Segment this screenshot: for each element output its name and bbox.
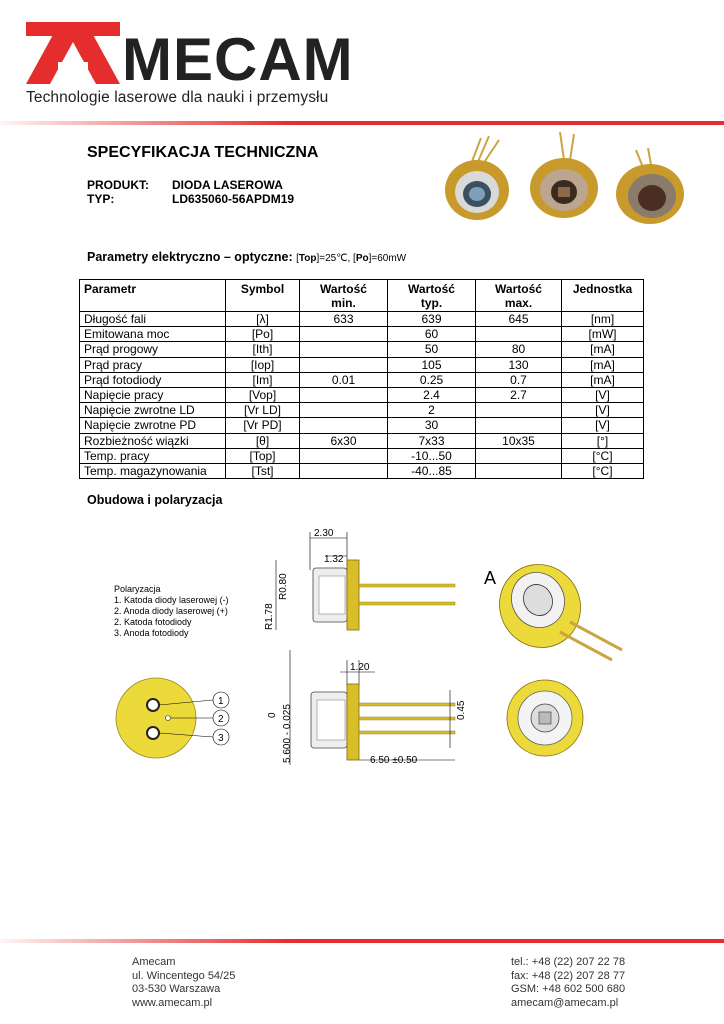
header-divider (0, 121, 724, 125)
dim-120: 1.20 (350, 662, 370, 673)
table-cell: 50 (388, 342, 476, 357)
table-cell (476, 463, 562, 478)
dim-230: 2.30 (314, 528, 334, 539)
table-row (80, 327, 644, 342)
table-cell: Temp. pracy (80, 448, 226, 463)
front-view (507, 680, 583, 756)
table-cell (300, 463, 388, 478)
laser-photo-3 (612, 148, 692, 228)
table-cell: [Top] (226, 448, 300, 463)
table-header: Wartość max. (476, 280, 562, 312)
table-cell: 60 (388, 327, 476, 342)
housing-drawing (100, 520, 640, 790)
table-cell (476, 448, 562, 463)
table-cell: Prąd fotodiody (80, 372, 226, 387)
table-cell: Prąd pracy (80, 357, 226, 372)
cond-top-value: =25℃, (319, 253, 351, 264)
pin-3-label: 3 (218, 733, 224, 744)
table-cell (476, 418, 562, 433)
table-row (80, 418, 644, 433)
table-cell: 0.01 (300, 372, 388, 387)
table-cell: Prąd progowy (80, 342, 226, 357)
dim-132: 1.32 (324, 554, 344, 565)
footer-street: ul. Wincentego 54/25 (132, 969, 236, 982)
table-header: Wartość min. (300, 280, 388, 312)
table-cell (300, 448, 388, 463)
spec-table-body (80, 312, 644, 479)
table-cell: [Tst] (226, 463, 300, 478)
table-cell: 30 (388, 418, 476, 433)
pin-1-label: 1 (218, 696, 224, 707)
table-row (80, 433, 644, 448)
laser-photo-2 (522, 130, 607, 220)
table-cell: [V] (562, 418, 644, 433)
table-cell: [Vop] (226, 387, 300, 402)
table-row (80, 463, 644, 478)
footer-address (132, 956, 235, 1010)
footer-email[interactable]: amecam@amecam.pl (511, 996, 619, 1009)
table-cell: 80 (476, 342, 562, 357)
logo-tagline: Technologie laserowe dla nauki i przemysłu (26, 89, 329, 106)
spec-table (79, 279, 644, 479)
table-cell: 105 (388, 357, 476, 372)
table-cell: 130 (476, 357, 562, 372)
table-cell: 645 (476, 312, 562, 327)
table-cell: 7x33 (388, 433, 476, 448)
table-row (80, 403, 644, 418)
dim-5600: 5.600 - 0.025 (282, 704, 293, 763)
table-cell: Rozbieżność wiązki (80, 433, 226, 448)
table-cell: Temp. magazynowania (80, 463, 226, 478)
table-row (80, 312, 644, 327)
params-heading-text: Parametry elektryczno – optyczne: (87, 250, 293, 264)
table-cell: Napięcie zwrotne PD (80, 418, 226, 433)
table-cell: [Iop] (226, 357, 300, 372)
table-cell: 6x30 (300, 433, 388, 448)
table-cell: Napięcie zwrotne LD (80, 403, 226, 418)
table-cell: 2.4 (388, 387, 476, 402)
dim-r080: R0.80 (278, 573, 289, 600)
legend-item: 2. Anoda diody laserowej (+) (114, 606, 228, 616)
laser-photo-1 (437, 134, 517, 224)
table-cell (476, 327, 562, 342)
table-row (80, 372, 644, 387)
type-label: TYP: (87, 192, 115, 206)
table-cell: [Vr PD] (226, 418, 300, 433)
legend-title: Polaryzacja (114, 584, 161, 594)
params-heading (87, 250, 406, 264)
footer-website[interactable]: www.amecam.pl (132, 996, 213, 1009)
table-cell (476, 403, 562, 418)
footer-contact (511, 956, 625, 1010)
housing-heading: Obudowa i polaryzacja (87, 493, 223, 507)
side-view-bottom (267, 650, 467, 766)
table-cell: [mA] (562, 342, 644, 357)
legend-item: 3. Anoda fotodiody (114, 628, 189, 638)
table-row (80, 357, 644, 372)
table-cell (300, 342, 388, 357)
product-label: PRODUKT: (87, 178, 149, 192)
pin-end-view (116, 678, 229, 758)
params-conditions: [Top]=25℃, [Po]=60mW (296, 253, 407, 264)
table-cell: [λ] (226, 312, 300, 327)
table-cell: [mA] (562, 372, 644, 387)
table-cell: Emitowana moc (80, 327, 226, 342)
footer-fax: fax: +48 (22) 207 28 77 (511, 969, 626, 982)
table-cell (300, 327, 388, 342)
view-a-label: A (484, 568, 497, 588)
pin-2-label: 2 (218, 714, 224, 725)
footer-company: Amecam (132, 956, 176, 968)
table-header: Jednostka (562, 280, 644, 312)
legend-item: 1. Katoda diody laserowej (-) (114, 595, 229, 605)
table-cell: -40...85 (388, 463, 476, 478)
table-cell: [Vr LD] (226, 403, 300, 418)
side-view-top (264, 528, 455, 630)
table-cell: 10x35 (476, 433, 562, 448)
table-cell: -10...50 (388, 448, 476, 463)
table-cell: [V] (562, 387, 644, 402)
table-row (80, 387, 644, 402)
table-cell: [°C] (562, 448, 644, 463)
product-value: DIODA LASEROWA (172, 178, 283, 192)
footer-gsm: GSM: +48 602 500 680 (511, 983, 626, 996)
table-header: Symbol (226, 280, 300, 312)
table-cell: 639 (388, 312, 476, 327)
table-cell: [Im] (226, 372, 300, 387)
dim-045: 0.45 (456, 700, 467, 720)
cond-po-value: =60mW (371, 253, 407, 264)
svg-text:MECAM: MECAM (122, 26, 354, 84)
table-cell: [°C] (562, 463, 644, 478)
table-cell (300, 357, 388, 372)
table-cell: 0.25 (388, 372, 476, 387)
table-header-row (80, 280, 644, 312)
table-cell: 2 (388, 403, 476, 418)
table-cell: [θ] (226, 433, 300, 448)
table-cell: Długość fali (80, 312, 226, 327)
table-cell: [Po] (226, 327, 300, 342)
legend-item: 2. Katoda fotodiody (114, 617, 192, 627)
table-cell: [Ith] (226, 342, 300, 357)
cond-po-label: Po (355, 253, 369, 264)
table-cell (300, 418, 388, 433)
table-cell: 0.7 (476, 372, 562, 387)
table-header: Parametr (80, 280, 226, 312)
dim-r178: R1.78 (264, 603, 275, 630)
table-cell (300, 403, 388, 418)
page-title: SPECYFIKACJA TECHNICZNA (87, 144, 319, 161)
type-value: LD635060-56APDM19 (172, 192, 295, 206)
amecam-logo (26, 22, 356, 84)
table-cell: [mA] (562, 357, 644, 372)
table-cell: [mW] (562, 327, 644, 342)
footer-city: 03-530 Warszawa (132, 983, 221, 996)
isometric-view (484, 550, 622, 663)
table-row (80, 342, 644, 357)
cond-top-label: Top (298, 253, 317, 264)
table-cell: 2.7 (476, 387, 562, 402)
table-cell: 633 (300, 312, 388, 327)
table-cell (300, 387, 388, 402)
table-header: Wartość typ. (388, 280, 476, 312)
footer-divider (0, 939, 724, 943)
footer-tel: tel.: +48 (22) 207 22 78 (511, 956, 626, 968)
dim-650: 6.50 ±0.50 (370, 755, 418, 766)
table-cell: [V] (562, 403, 644, 418)
table-cell: [nm] (562, 312, 644, 327)
dim-0: 0 (267, 712, 278, 718)
table-row (80, 448, 644, 463)
table-cell: Napięcie pracy (80, 387, 226, 402)
table-cell: [°] (562, 433, 644, 448)
